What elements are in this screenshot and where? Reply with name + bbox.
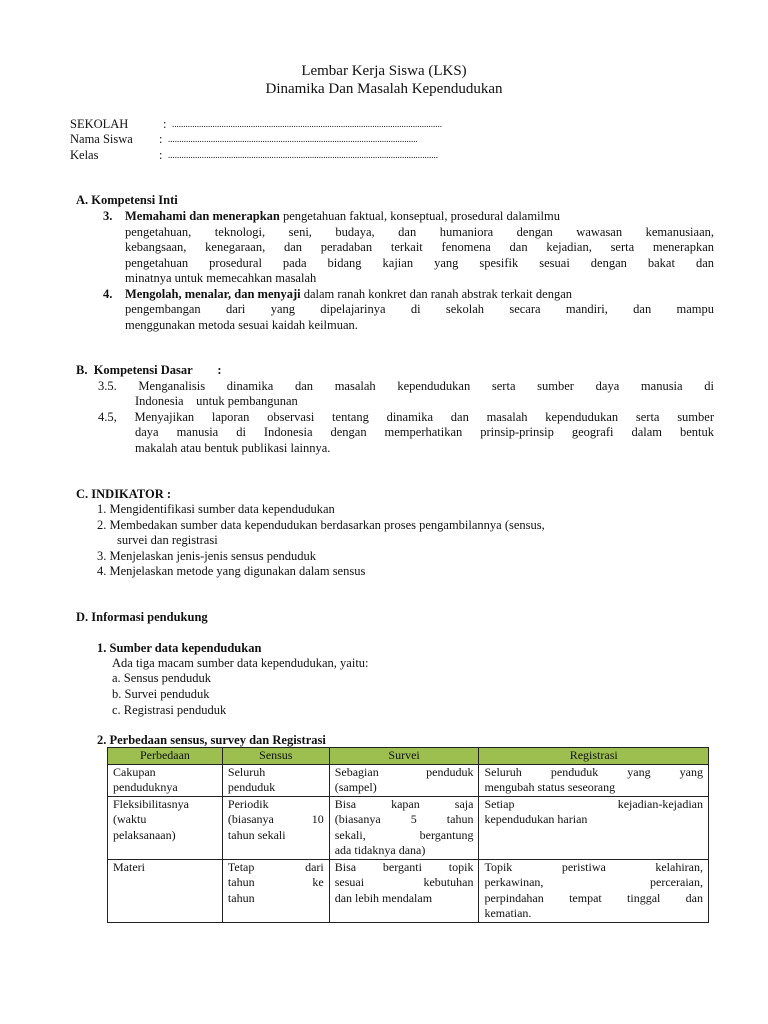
ki4-line1: dalam ranah konkret dan ranah abstrak terkait dengan bbox=[303, 287, 573, 301]
cell-line: perkawinan, perceraian, bbox=[484, 875, 703, 889]
cell-line: penduduknya bbox=[113, 780, 178, 794]
worksheet-title: Lembar Kerja Siswa (LKS) bbox=[301, 63, 467, 79]
indicator-item: 2. Membedakan sumber data kependudukan berdasarkan proses pengambilannya (sensus, bbox=[97, 518, 545, 532]
cell-line: (sampel) bbox=[334, 780, 377, 794]
cell-line: (biasanya 10 bbox=[227, 812, 324, 826]
cell-line: Bisa kapan saja bbox=[334, 796, 474, 811]
kd-3-5-line2: Indonesia untuk pembangunan bbox=[135, 394, 298, 408]
indicator-item: 4. Menjelaskan metode yang digunakan dalam sensus bbox=[97, 564, 366, 578]
header-registrasi: Registrasi bbox=[479, 748, 709, 765]
header-survei: Survei bbox=[329, 748, 479, 765]
cell-line: sekali, bergantung bbox=[334, 827, 474, 842]
table-cell bbox=[108, 796, 223, 859]
table-cell bbox=[479, 764, 709, 796]
cell-line: tahun ke bbox=[227, 875, 324, 889]
table-cell bbox=[108, 764, 223, 796]
table-cell bbox=[479, 859, 709, 922]
cell-line: Sebagian penduduk bbox=[334, 764, 474, 779]
cell-line: Bisa berganti topik bbox=[334, 859, 474, 874]
cell-line: Seluruh penduduk yang yang bbox=[484, 764, 703, 779]
worksheet-subtitle: Dinamika Dan Masalah Kependudukan bbox=[265, 81, 503, 97]
ki3-bold: Memahami dan menerapkan bbox=[125, 209, 280, 223]
ki3-line4: pengetahuan prosedural pada bidang kajian yang spesifik sesuai dengan bakat dan bbox=[125, 256, 714, 270]
table-cell bbox=[108, 859, 223, 922]
ki4-line3: menggunakan metoda sesuai kaidah keilmuan. bbox=[125, 318, 358, 332]
table-cell bbox=[222, 859, 329, 922]
header-perbedaan: Perbedaan bbox=[108, 748, 223, 765]
table-row bbox=[108, 859, 709, 922]
cell-line: kependudukan harian bbox=[484, 812, 588, 826]
indicator-item-continued: survei dan registrasi bbox=[117, 533, 218, 547]
cell-line: Periodik bbox=[227, 796, 269, 811]
class-field[interactable]: ........................................................................................................................ bbox=[168, 150, 438, 160]
table-cell bbox=[329, 859, 479, 922]
table-header-row bbox=[108, 748, 709, 765]
ki4-number: 4. bbox=[103, 287, 113, 301]
cell-line: Tetap dari bbox=[227, 859, 324, 874]
subsection-2-heading: 2. Perbedaan sensus, survey dan Registrasi bbox=[97, 733, 326, 747]
indicator-item: 3. Menjelaskan jenis-jenis sensus penduduk bbox=[97, 549, 317, 563]
cell-line: Seluruh bbox=[227, 764, 266, 779]
school-label: SEKOLAH bbox=[70, 117, 129, 131]
ki4-first-line bbox=[125, 287, 714, 303]
cell-line: mengubah status seseorang bbox=[484, 780, 616, 794]
cell-line: tahun bbox=[227, 890, 255, 905]
table-row bbox=[108, 796, 709, 859]
cell-line: ada tidaknya dana) bbox=[334, 843, 426, 857]
table-row bbox=[108, 764, 709, 796]
cell-line: (waktu bbox=[113, 812, 147, 826]
class-colon: : bbox=[159, 148, 163, 162]
cell-line: Setiap kejadian-kejadian bbox=[484, 796, 703, 811]
kd-4-5-line3: makalah atau bentuk publikasi lainnya. bbox=[135, 441, 331, 455]
indicator-item: 1. Mengidentifikasi sumber data kependudukan bbox=[97, 502, 335, 516]
comparison-table bbox=[107, 747, 709, 923]
ki3-number: 3. bbox=[103, 209, 113, 223]
school-colon: : bbox=[163, 117, 167, 131]
header-sensus: Sensus bbox=[222, 748, 329, 765]
ki3-first-line bbox=[125, 209, 714, 225]
section-a-heading: A. Kompetensi Inti bbox=[76, 193, 178, 207]
data-source-intro: Ada tiga macam sumber data kependudukan, yaitu: bbox=[112, 656, 369, 670]
cell-line: pelaksanaan) bbox=[113, 827, 176, 842]
table-cell bbox=[329, 796, 479, 859]
table-cell bbox=[222, 764, 329, 796]
cell-line: kematian. bbox=[484, 906, 532, 920]
cell-line: sesuai kebutuhan bbox=[334, 875, 474, 889]
kd-4-5-line1: 4.5, Menyajikan laporan observasi tentang dinamika dan masalah kependudukan serta sumber bbox=[98, 410, 714, 424]
cell-line: tahun sekali bbox=[227, 827, 286, 842]
kd-3-5-line1: 3.5. Menganalisis dinamika dan masalah kependudukan serta sumber daya manusia di bbox=[98, 379, 714, 393]
ki4-bold: Mengolah, menalar, dan menyaji bbox=[125, 287, 301, 301]
subsection-1-heading: 1. Sumber data kependudukan bbox=[97, 641, 262, 655]
ki3-line1: pengetahuan faktual, konseptual, prosedural dalamilmu bbox=[283, 209, 560, 223]
ki3-line2: pengetahuan, teknologi, seni, budaya, dan humaniora dengan wawasan kemanusiaan, bbox=[125, 225, 714, 239]
table-cell bbox=[222, 796, 329, 859]
student-name-colon: : bbox=[159, 132, 163, 146]
student-name-label: Nama Siswa bbox=[70, 132, 133, 146]
kd-4-5-line2: daya manusia di Indonesia dengan memperhatikan prinsip-prinsip geografi dalam bentuk bbox=[135, 425, 714, 439]
cell-line: Topik peristiwa kelahiran, bbox=[484, 859, 703, 874]
section-d-heading: D. Informasi pendukung bbox=[76, 610, 208, 624]
list-item: a. Sensus penduduk bbox=[112, 671, 211, 685]
list-item: c. Registrasi penduduk bbox=[112, 703, 227, 717]
section-b-heading: B. Kompetensi Dasar : bbox=[76, 363, 222, 377]
section-c-heading: C. INDIKATOR : bbox=[76, 487, 172, 501]
school-field[interactable]: ........................................................................................................................ bbox=[172, 119, 442, 129]
table-cell bbox=[329, 764, 479, 796]
ki3-line3: kebangsaan, kenegaraan, dan peradaban terkait fenomena dan kejadian, serta menerapkan bbox=[125, 240, 714, 254]
cell-line: dan lebih mendalam bbox=[334, 890, 433, 905]
table-cell bbox=[479, 796, 709, 859]
cell-line: Materi bbox=[113, 859, 145, 874]
ki4-line2: pengembangan dari yang dipelajarinya di sekolah secara mandiri, dan mampu bbox=[125, 302, 714, 316]
class-label: Kelas bbox=[70, 148, 99, 162]
ki3-line5: minatnya untuk memecahkan masalah bbox=[125, 271, 317, 285]
cell-line: penduduk bbox=[227, 780, 276, 794]
cell-line: Fleksibilitasnya bbox=[113, 796, 189, 811]
cell-line: Cakupan bbox=[113, 764, 156, 779]
cell-line: perpindahan tempat tinggal dan bbox=[484, 890, 703, 905]
student-name-field[interactable]: ............................................................................................................... bbox=[168, 134, 418, 144]
list-item: b. Survei penduduk bbox=[112, 687, 210, 701]
cell-line: (biasanya 5 tahun bbox=[334, 812, 474, 826]
